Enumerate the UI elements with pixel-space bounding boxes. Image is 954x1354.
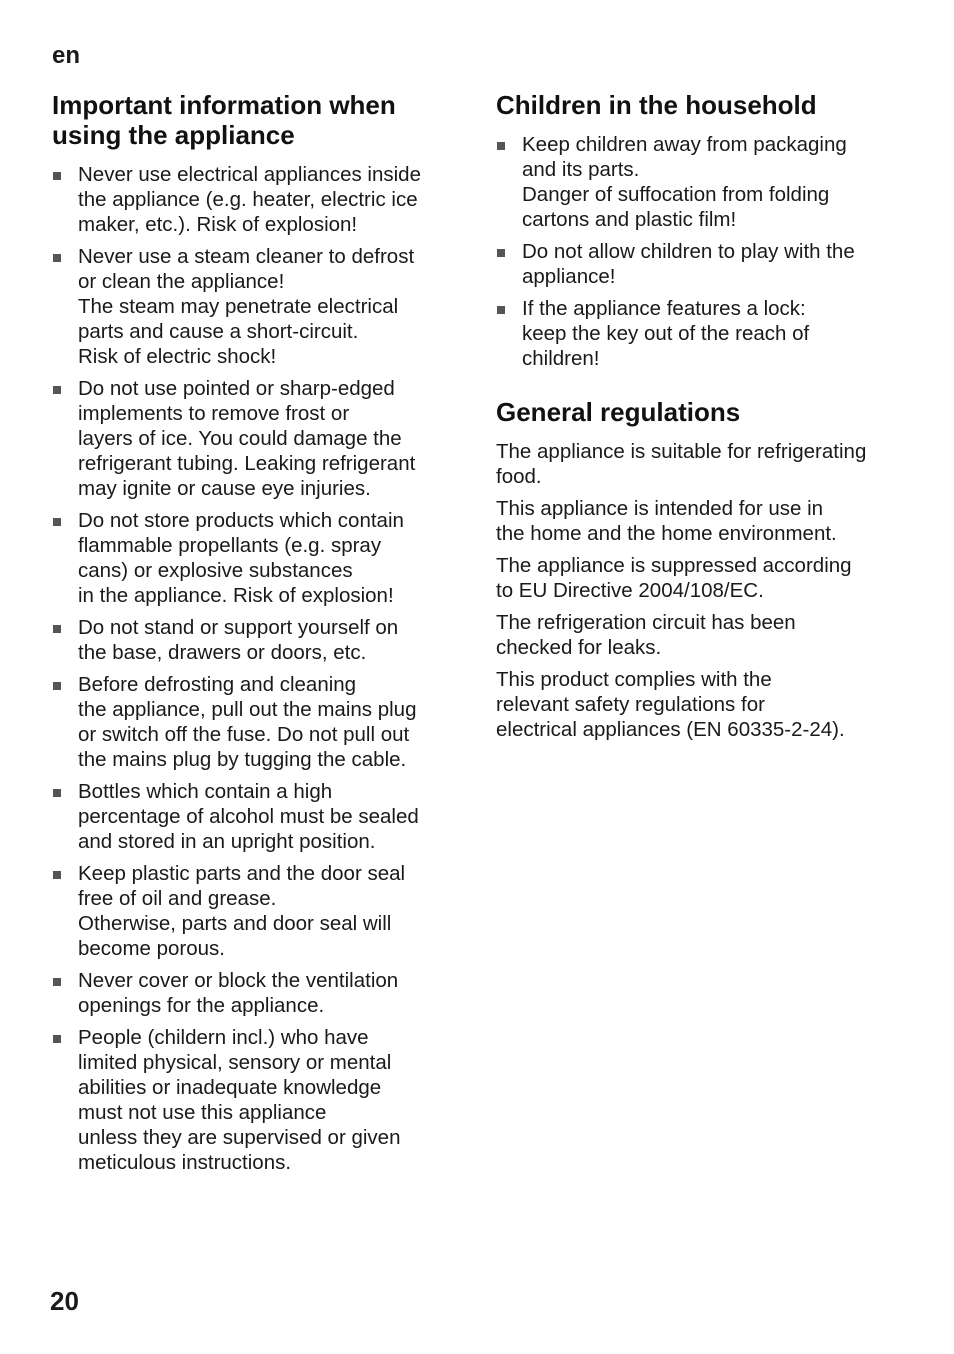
list-item xyxy=(52,244,456,369)
list-item xyxy=(52,162,456,237)
list-item-line: and its parts. xyxy=(522,158,640,181)
list-item-line: keep the key out of the reach of xyxy=(522,322,810,345)
list-item-line: If the appliance features a lock: xyxy=(522,297,806,320)
list-item-line: The steam may penetrate electrical xyxy=(78,295,399,318)
paragraph-line: checked for leaks. xyxy=(496,636,662,659)
list-item-line: Never use electrical appliances inside xyxy=(78,163,421,186)
list-item-line: the appliance (e.g. heater, electric ice xyxy=(78,188,418,211)
list-item-line: cans) or explosive substances xyxy=(78,559,353,582)
list-item-line: openings for the appliance. xyxy=(78,994,325,1017)
section-title-children: Children in the household xyxy=(496,90,817,120)
page-number: 20 xyxy=(50,1286,79,1316)
list-item-line: the base, drawers or doors, etc. xyxy=(78,641,367,664)
list-item-line: Otherwise, parts and door seal will xyxy=(78,912,392,935)
list-item-line: and stored in an upright position. xyxy=(78,830,376,853)
paragraph-line: food. xyxy=(496,465,542,488)
list-item-line: free of oil and grease. xyxy=(78,887,277,910)
important-info-list xyxy=(52,162,456,1175)
list-item-line: Never cover or block the ventilation xyxy=(78,969,399,992)
list-item xyxy=(52,615,456,665)
list-item-line: percentage of alcohol must be sealed xyxy=(78,805,419,828)
list-item-line: unless they are supervised or given xyxy=(78,1126,401,1149)
square-bullet-icon xyxy=(53,625,61,633)
list-item-line: the mains plug by tugging the cable. xyxy=(78,748,407,771)
square-bullet-icon xyxy=(497,306,505,314)
square-bullet-icon xyxy=(53,386,61,394)
paragraph-line: The appliance is suppressed according xyxy=(496,554,852,577)
left-column xyxy=(52,90,456,1182)
square-bullet-icon xyxy=(53,871,61,879)
paragraph-line: relevant safety regulations for xyxy=(496,693,765,716)
general-regulations-body xyxy=(496,439,906,742)
list-item xyxy=(52,508,456,608)
list-item-line: Do not store products which contain xyxy=(78,509,404,532)
list-item-line: parts and cause a short-circuit. xyxy=(78,320,359,343)
right-column xyxy=(496,90,906,749)
paragraph xyxy=(496,553,906,603)
list-item-line: layers of ice. You could damage the xyxy=(78,427,402,450)
square-bullet-icon xyxy=(53,978,61,986)
paragraph-line: The refrigeration circuit has been xyxy=(496,611,796,634)
paragraph-line: This product complies with the xyxy=(496,668,772,691)
square-bullet-icon xyxy=(53,1035,61,1043)
list-item xyxy=(52,376,456,501)
list-item xyxy=(52,672,456,772)
list-item-line: children! xyxy=(522,347,600,370)
list-item-line: flammable propellants (e.g. spray xyxy=(78,534,382,557)
list-item xyxy=(496,239,906,289)
list-item-line: Keep plastic parts and the door seal xyxy=(78,862,406,885)
square-bullet-icon xyxy=(53,172,61,180)
children-list xyxy=(496,132,906,371)
list-item-line: abilities or inadequate knowledge xyxy=(78,1076,382,1099)
paragraph-line: the home and the home environment. xyxy=(496,522,837,545)
section-title-important-info: Important information when using the appliance xyxy=(52,90,396,150)
paragraph xyxy=(496,496,906,546)
list-item xyxy=(52,779,456,854)
list-item-line: cartons and plastic film! xyxy=(522,208,737,231)
square-bullet-icon xyxy=(497,249,505,257)
list-item-line: limited physical, sensory or mental xyxy=(78,1051,392,1074)
paragraph-line: electrical appliances (EN 60335-2-24). xyxy=(496,718,845,741)
paragraph-line: The appliance is suitable for refrigerating xyxy=(496,440,867,463)
list-item-line: Do not use pointed or sharp-edged xyxy=(78,377,395,400)
list-item-line: Do not stand or support yourself on xyxy=(78,616,399,639)
list-item-line: Before defrosting and cleaning xyxy=(78,673,357,696)
paragraph xyxy=(496,439,906,489)
paragraph xyxy=(496,610,906,660)
list-item-line: Bottles which contain a high xyxy=(78,780,333,803)
list-item-line: in the appliance. Risk of explosion! xyxy=(78,584,394,607)
language-code: en xyxy=(52,42,81,69)
list-item-line: Risk of electric shock! xyxy=(78,345,277,368)
list-item-line: the appliance, pull out the mains plug xyxy=(78,698,417,721)
list-item xyxy=(496,296,906,371)
list-item-line: appliance! xyxy=(522,265,616,288)
list-item-line: may ignite or cause eye injuries. xyxy=(78,477,371,500)
list-item-line: Keep children away from packaging xyxy=(522,133,847,156)
list-item-line: implements to remove frost or xyxy=(78,402,350,425)
list-item-line: Do not allow children to play with the xyxy=(522,240,855,263)
list-item-line: Never use a steam cleaner to defrost xyxy=(78,245,415,268)
square-bullet-icon xyxy=(497,142,505,150)
list-item xyxy=(52,968,456,1018)
list-item-line: maker, etc.). Risk of explosion! xyxy=(78,213,358,236)
section-title-general-regulations: General regulations xyxy=(496,397,741,427)
paragraph-line: to EU Directive 2004/108/EC. xyxy=(496,579,764,602)
square-bullet-icon xyxy=(53,682,61,690)
list-item xyxy=(52,861,456,961)
list-item-line: Danger of suffocation from folding xyxy=(522,183,830,206)
square-bullet-icon xyxy=(53,518,61,526)
list-item-line: People (childern incl.) who have xyxy=(78,1026,369,1049)
list-item-line: or switch off the fuse. Do not pull out xyxy=(78,723,410,746)
list-item-line: meticulous instructions. xyxy=(78,1151,292,1174)
square-bullet-icon xyxy=(53,254,61,262)
paragraph xyxy=(496,667,906,742)
paragraph-line: This appliance is intended for use in xyxy=(496,497,824,520)
list-item-line: or clean the appliance! xyxy=(78,270,285,293)
square-bullet-icon xyxy=(53,789,61,797)
list-item-line: refrigerant tubing. Leaking refrigerant xyxy=(78,452,416,475)
list-item xyxy=(496,132,906,232)
list-item xyxy=(52,1025,456,1175)
list-item-line: become porous. xyxy=(78,937,226,960)
list-item-line: must not use this appliance xyxy=(78,1101,327,1124)
